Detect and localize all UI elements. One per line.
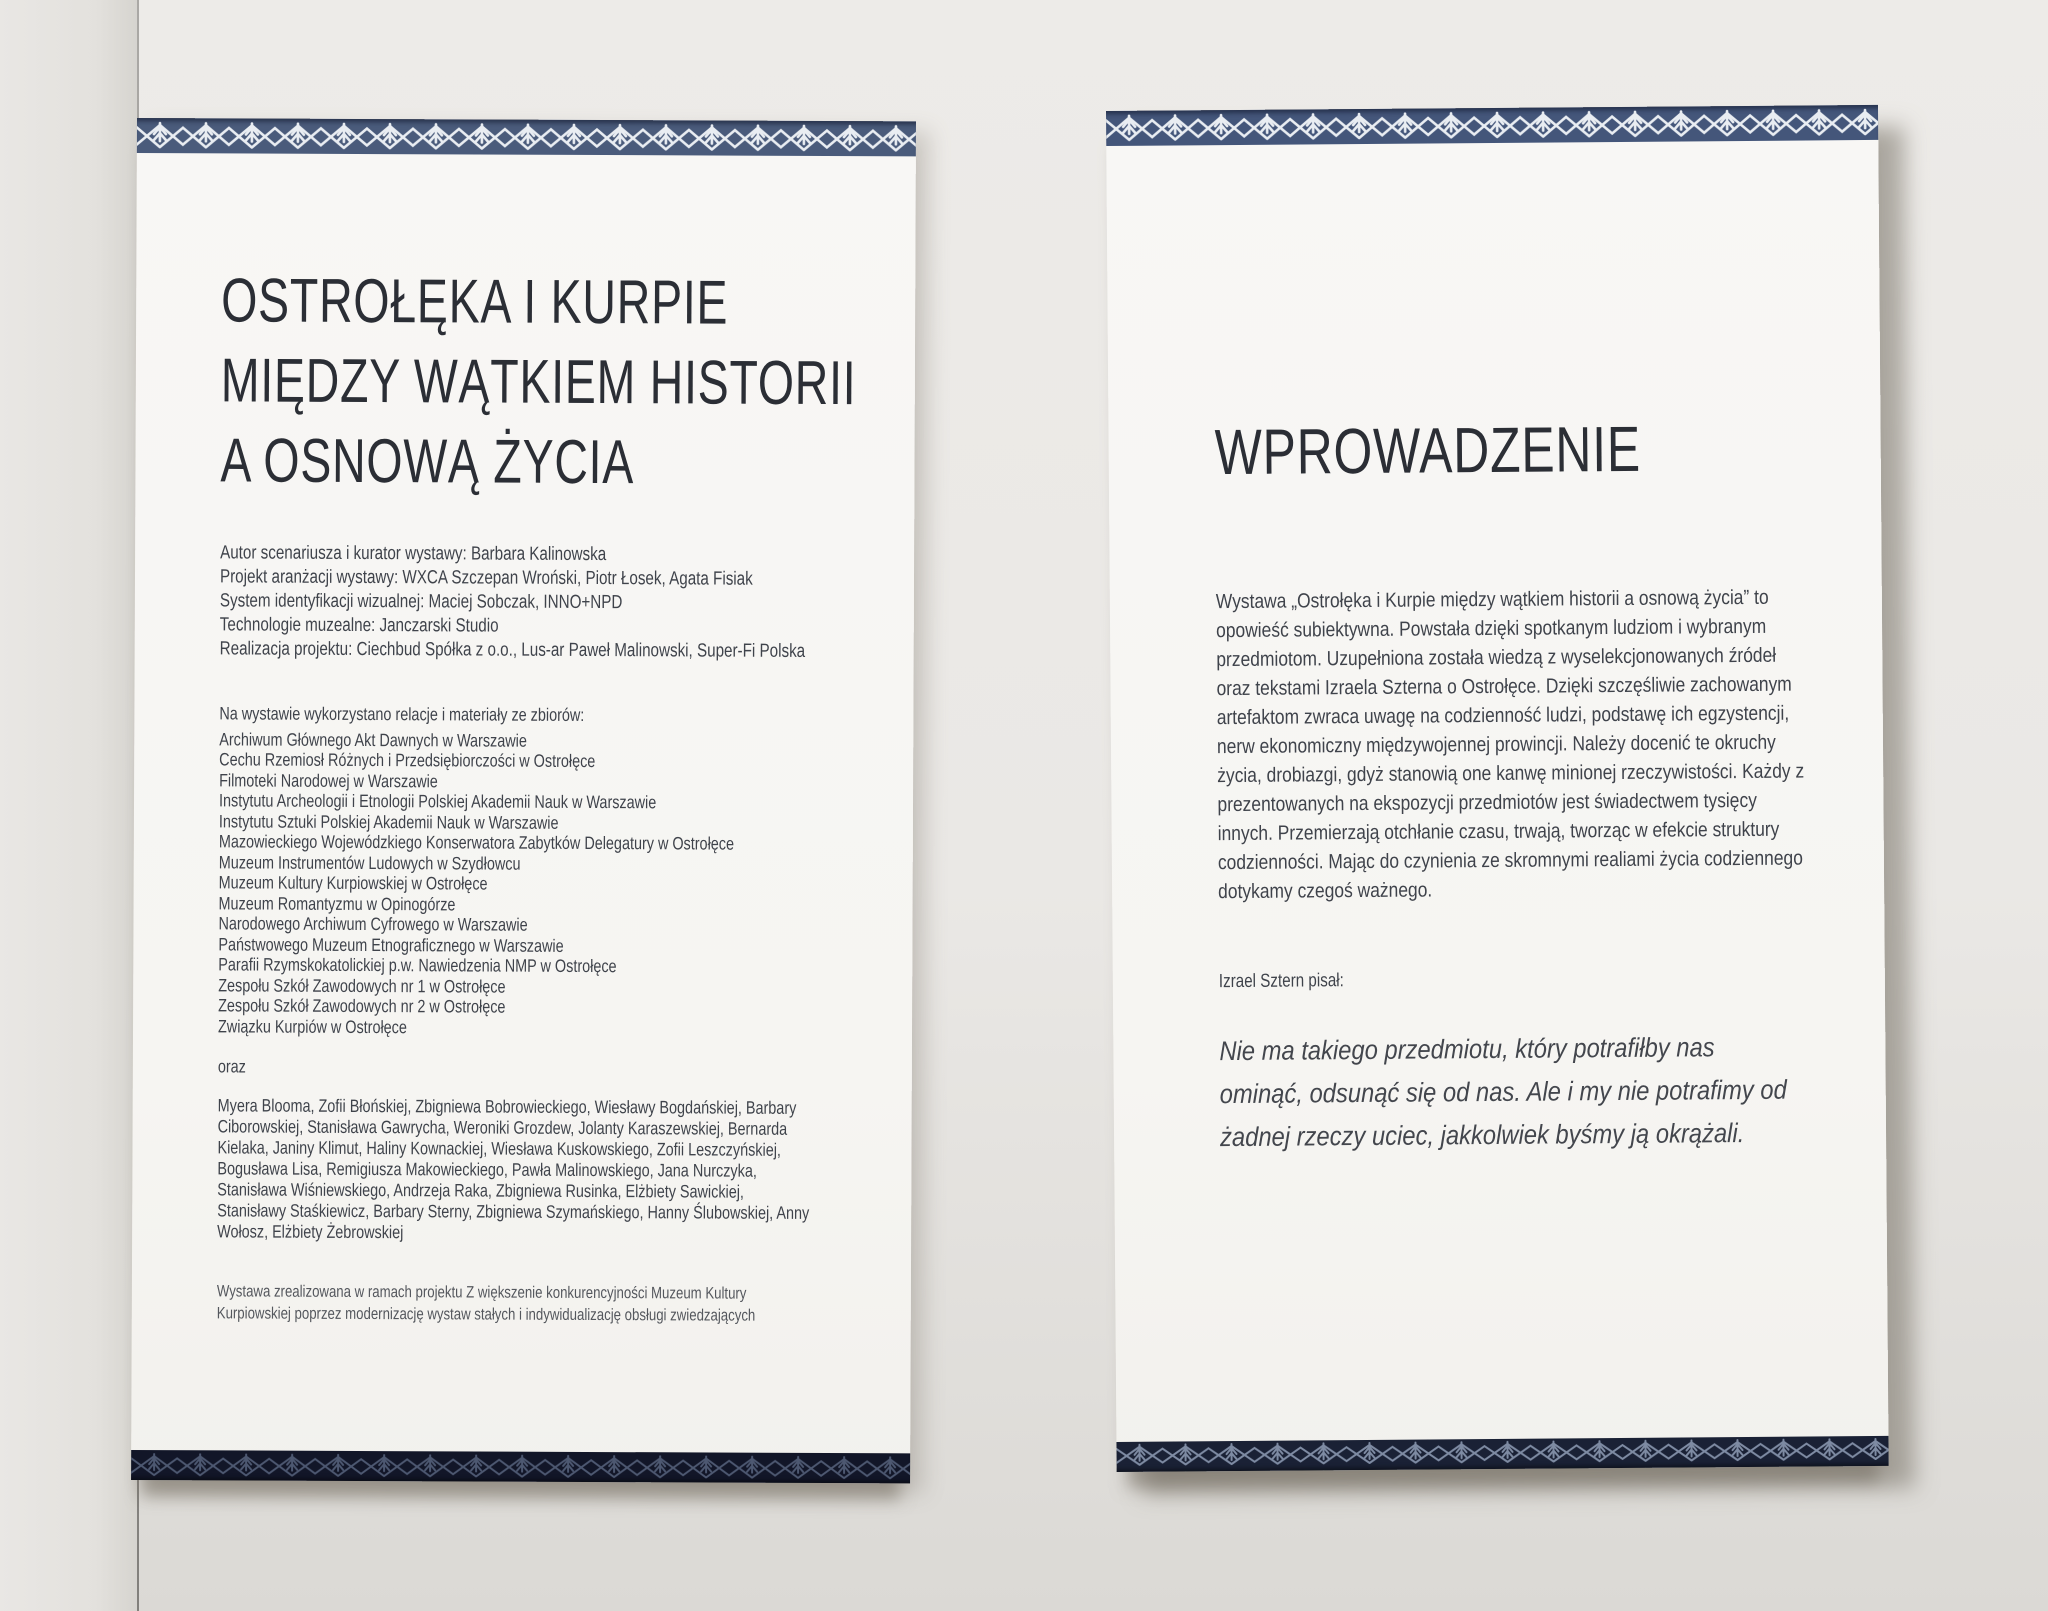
exhibition-panel-title xyxy=(131,118,916,1483)
collection-item: Cechu Rzemiosł Różnych i Przedsiębiorczości w Ostrołęce xyxy=(219,749,596,772)
credits-block xyxy=(220,541,875,664)
embroidery-border-top xyxy=(1106,105,1878,146)
collection-item: Mazowieckiego Wojewódzkiego Konserwatora Zabytków Delegatury w Ostrołęce xyxy=(218,831,735,854)
section-title: WPROWADZENIE xyxy=(1214,412,1642,489)
quote-lead: Izrael Sztern pisał: xyxy=(1218,970,1344,993)
embroidery-border-bottom xyxy=(131,1450,910,1483)
wall-left-strip xyxy=(0,0,137,1611)
exhibition-title-line: OSTROŁĘKA I KURPIE xyxy=(221,266,729,338)
embroidery-border-bottom xyxy=(1116,1436,1888,1472)
lenders-names: Myera Blooma, Zofii Błońskiej, Zbigniewa Bobrowieckiego, Wiesławy Bogdańskiej, Barbary Ciborowskiej, Stanisława Gawrycha, Weroniki Grozdew, Jolanty Karaszewskiej, Bernarda Kielaka, Janiny Klimut, Haliny Kownackiej, Wiesława Kuskowskiego, Zofii Leszczyńskiej, Bogusława Lisa, Remigiusza Makowieckiego, Pawła Malinowskiego, Jana Nurczyka, Stanisława Wiśniewskiego, Andrzeja Raka, Zbigniewa Rusinka, Elżbiety Sawickiej, Stanisławy Staśkiewicz, Barbary Sterny, Zbigniewa Szymańskiego, Hanny Ślubowskiej, Anny Wołosz, Elżbiety Żebrowskiej xyxy=(217,1095,810,1243)
collection-item: Narodowego Archiwum Cyfrowego w Warszawie xyxy=(218,913,528,935)
embroidery-border-top xyxy=(137,118,916,156)
collection-item: Państwowego Muzeum Etnograficznego w Warszawie xyxy=(218,933,564,956)
credit-line: Projekt aranżacji wystawy: WXCA Szczepan Wroński, Piotr Łosek, Agata Fisiak xyxy=(219,566,753,590)
credit-line: Autor scenariusza i kurator wystawy: Barbara Kalinowska xyxy=(220,542,607,566)
collections-block xyxy=(218,703,873,1039)
collection-item: Zespołu Szkół Zawodowych nr 1 w Ostrołęce xyxy=(218,974,506,997)
cross-stitch-pattern-icon xyxy=(131,1450,910,1483)
exhibition-title-line: MIĘDZY WĄTKIEM HISTORII xyxy=(220,346,857,419)
collection-item: Muzeum Romantyzmu w Opinogórze xyxy=(218,892,456,914)
panel-left-content xyxy=(132,153,916,1344)
collection-item: Zespołu Szkół Zawodowych nr 2 w Ostrołęce xyxy=(218,995,506,1017)
collection-item: Muzeum Instrumentów Ludowych w Szydłowcu xyxy=(218,851,521,874)
collections-list xyxy=(218,729,873,1039)
panel-right-content xyxy=(1106,140,1886,1187)
cross-stitch-pattern-icon xyxy=(1116,1436,1888,1472)
cross-stitch-pattern-icon xyxy=(1106,105,1878,146)
exhibition-title-line: A OSNOWĄ ŻYCIA xyxy=(220,426,635,498)
collection-item: Instytutu Archeologii i Etnologii Polskiej Akademii Nauk w Warszawie xyxy=(218,790,657,813)
collection-item: Archiwum Głównego Akt Dawnych w Warszawie xyxy=(219,728,527,751)
credit-line: Technologie muzealne: Janczarski Studio xyxy=(219,614,499,637)
collection-item: Parafii Rzymskokatolickiej p.w. Nawiedzenia NMP w Ostrołęce xyxy=(218,954,617,977)
exhibition-panel-introduction xyxy=(1106,105,1889,1472)
collection-item: Związku Kurpiów w Ostrołęce xyxy=(217,1015,407,1037)
project-note: Wystawa zrealizowana w ramach projektu Z większenie konkurencyjności Muzeum Kultury Kurpiowskiej poprzez modernizację wystaw stałych i indywidualizację obsługi zwiedzających xyxy=(216,1282,756,1325)
collections-intro: Na wystawie wykorzystano relacje i materiały ze zbiorów: xyxy=(219,703,585,725)
collection-item: Instytutu Sztuki Polskiej Akademii Nauk w Warszawie xyxy=(218,810,559,833)
credit-line: Realizacja projektu: Ciechbud Spółka z o.o., Lus-ar Paweł Malinowski, Super-Fi Polska xyxy=(219,638,806,662)
oraz-label: oraz xyxy=(217,1056,246,1077)
collection-item: Muzeum Kultury Kurpiowskiej w Ostrołęce xyxy=(218,872,488,894)
cross-stitch-pattern-icon xyxy=(137,118,916,156)
sztern-quote: Nie ma takiego przedmiotu, który potrafiłby nas ominąć, odsunąć się od nas. Ale i my nie potrafimy od żadnej rzeczy uciec, jakkolwiek byśmy ją okrążali. xyxy=(1219,1032,1787,1153)
collection-item: Filmoteki Narodowej w Warszawie xyxy=(219,769,438,791)
credit-line: System identyfikacji wizualnej: Maciej Sobczak, INNO+NPD xyxy=(219,590,623,614)
exhibition-title xyxy=(220,261,873,504)
introduction-paragraph: Wystawa „Ostrołęka i Kurpie między wątkiem historii a osnową życia” to opowieść subiektywna. Powstała dzięki spotkanym ludziom i wybranym przedmiotom. Uzupełniona została wiedzą z wyselekcjonowanych źródeł oraz tekstami Izraela Szterna o Ostrołęce. Dzięki szczęśliwie zachowanym artefaktom zwraca uwagę na codzienność ludzi, podstawę ich egzystencji, nerw ekonomiczny międzywojennej prowincji. Należy docenić te okruchy życia, drobiazgi, gdyż stanowią one kanwę minionej rzeczywistości. Każdy z prezentowanych na ekspozycji przedmiotów jest świadectwem tysięcy innych. Przemierzają otchłanie czasu, trwają, tworząc w efekcie struktury codzienności. Mając do czynienia ze skromnymi realiami życia codziennego dotykamy czegoś ważnego. xyxy=(1215,585,1805,904)
